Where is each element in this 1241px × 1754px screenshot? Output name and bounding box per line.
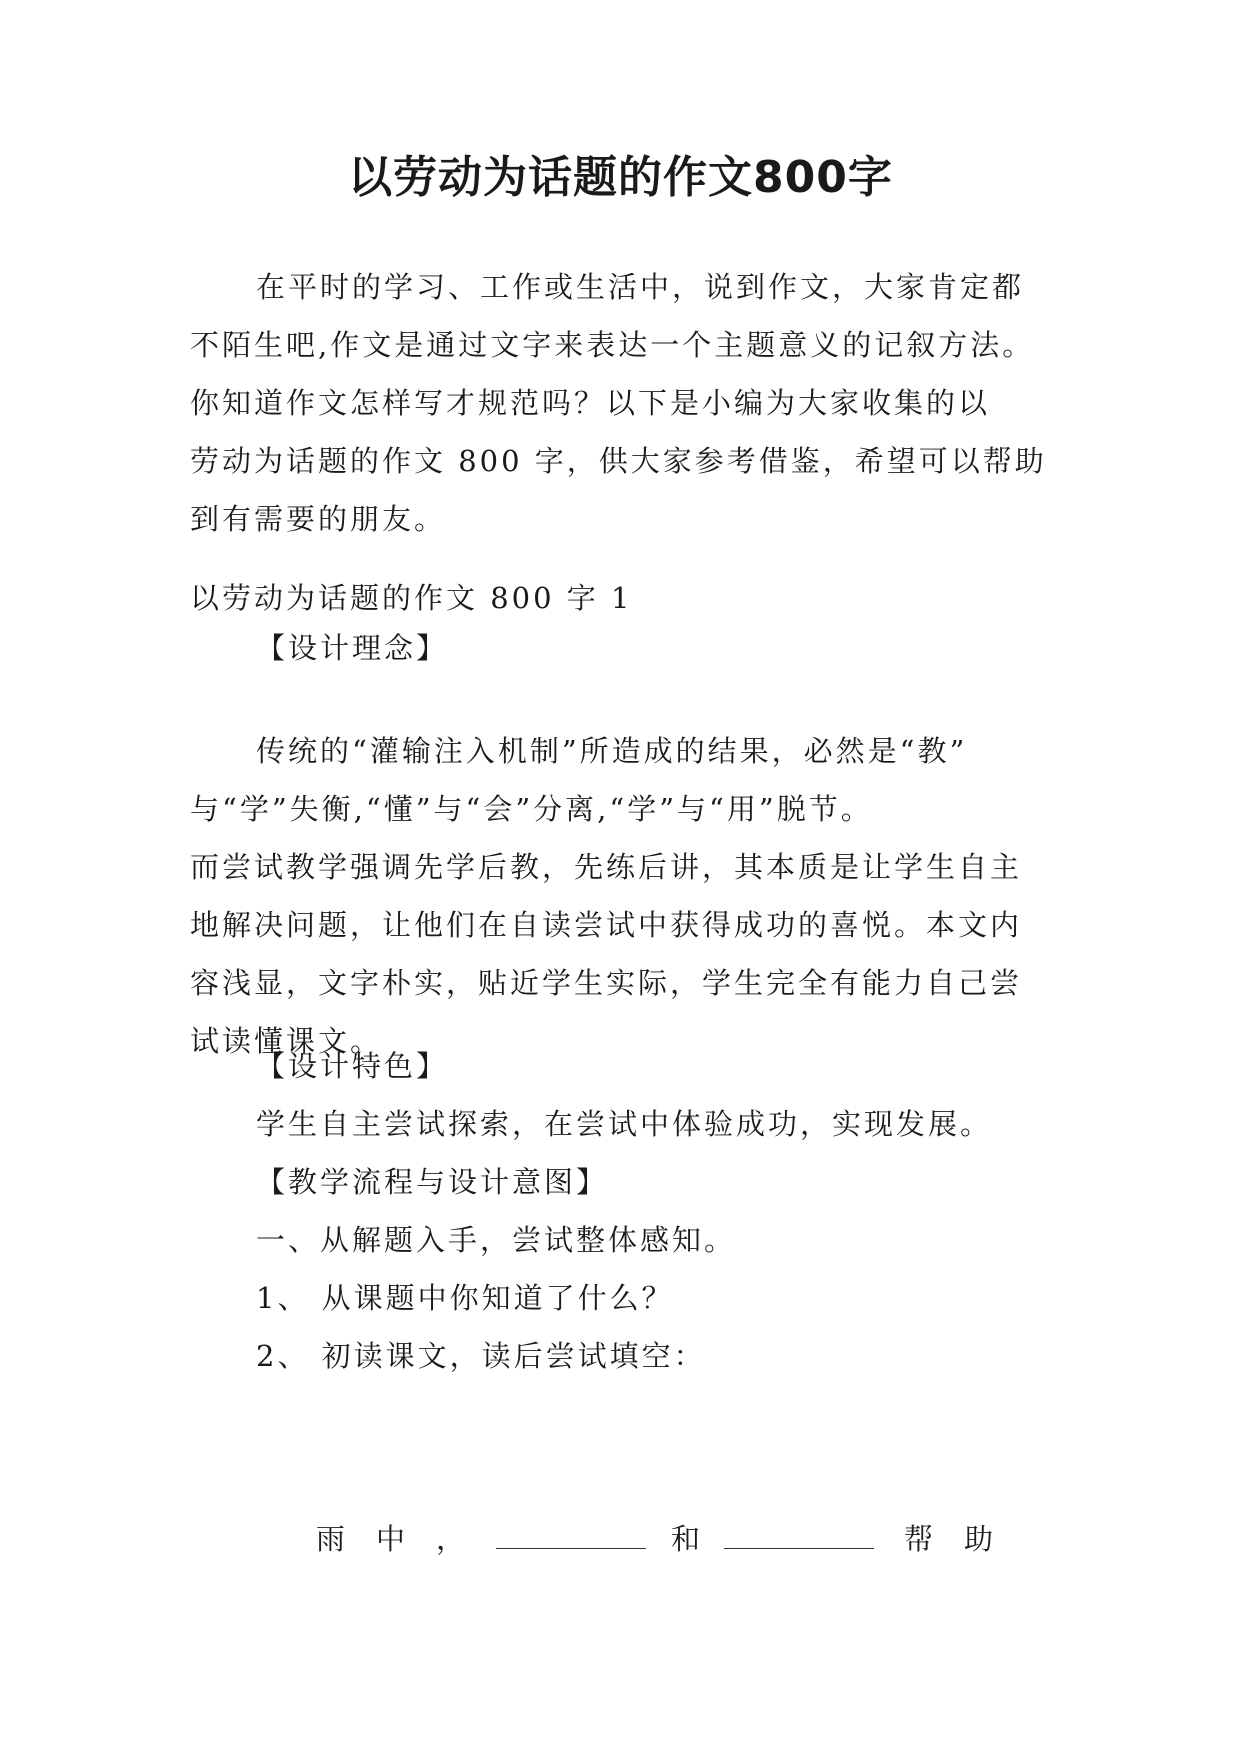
fill-char: 助 — [964, 1522, 994, 1556]
concept-line: 传统的“灌输注入机制”所造成的结果，必然是“教” — [256, 734, 968, 768]
question-item-2: 2、 初读课文，读后尝试填空： — [256, 1339, 706, 1373]
design-concept-paragraph — [190, 722, 1050, 1070]
intro-line: 劳动为话题的作文 800 字，供大家参考借鉴，希望可以帮助 — [190, 444, 1047, 478]
fill-char: 中 — [376, 1522, 406, 1556]
concept-line: 试读懂课文。 — [190, 1024, 383, 1058]
step-one: 一、从解题入手，尝试整体感知。 — [256, 1223, 737, 1257]
intro-line: 你知道作文怎样写才规范吗？以下是小编为大家收集的以 — [190, 386, 991, 420]
blank-line — [724, 1510, 874, 1568]
fill-char: 雨 — [316, 1522, 346, 1556]
intro-line: 在平时的学习、工作或生活中，说到作文，大家肯定都 — [256, 270, 1025, 304]
concept-line: 容浅显，文字朴实，贴近学生实际，学生完全有能力自己尝 — [190, 966, 1023, 1000]
fill-char: 和 — [671, 1522, 701, 1556]
fill-char: ， — [436, 1522, 466, 1556]
design-features-heading: 【设计特色】 — [256, 1049, 449, 1083]
design-concept-heading: 【设计理念】 — [256, 631, 449, 665]
fill-char: 帮 — [904, 1522, 934, 1556]
concept-line: 地解决问题，让他们在自读尝试中获得成功的喜悦。本文内 — [190, 908, 1023, 942]
fill-in-blank-row — [316, 1510, 1046, 1568]
intro-line: 到有需要的朋友。 — [190, 502, 447, 536]
blank-line — [496, 1510, 646, 1568]
intro-paragraph — [190, 258, 1050, 548]
question-item-1: 1、 从课题中你知道了什么？ — [256, 1281, 674, 1315]
concept-line: 与“学”失衡,“懂”与“会”分离,“学”与“用”脱节。 — [190, 792, 873, 826]
document-title: 以劳动为话题的作文800字 — [348, 152, 893, 203]
intro-line: 不陌生吧,作文是通过文字来表达一个主题意义的记叙方法。 — [190, 328, 1035, 362]
design-features-block — [190, 1037, 1050, 1385]
design-features-text: 学生自主尝试探索，在尝试中体验成功，实现发展。 — [256, 1107, 993, 1141]
teaching-process-heading: 【教学流程与设计意图】 — [256, 1165, 609, 1199]
concept-line: 而尝试教学强调先学后教，先练后讲，其本质是让学生自主 — [190, 850, 1023, 884]
section-title: 以劳动为话题的作文 800 字 1 — [190, 581, 633, 615]
